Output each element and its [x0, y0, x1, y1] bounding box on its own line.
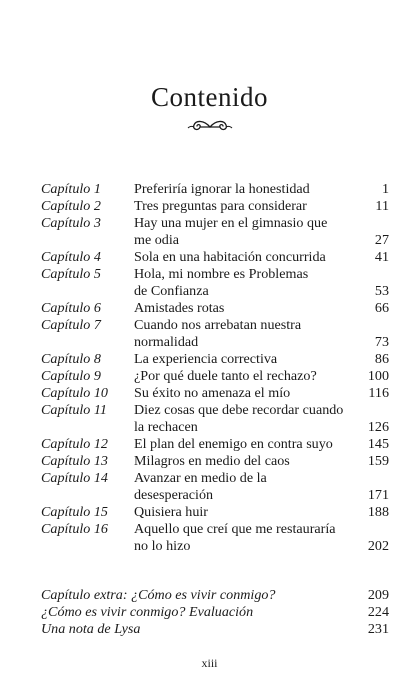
chapter-title-line: Aquello que creí que me restauraría: [134, 521, 336, 537]
page-number: xiii: [201, 656, 218, 670]
chapter-page-number: 66: [374, 300, 389, 316]
chapter-title-line: de Confianza: [134, 283, 209, 299]
chapter-label: Capítulo 14: [41, 470, 108, 486]
chapter-title: [134, 181, 355, 198]
chapter-label: Capítulo 1: [41, 181, 101, 197]
chapter-page-number: 188: [367, 504, 389, 520]
toc-entry: [41, 351, 389, 368]
extra-entries: [41, 587, 389, 638]
chapter-title-line: Hay una mujer en el gimnasio que: [134, 215, 328, 231]
toc-entry: [41, 317, 389, 351]
chapter-page-number: 41: [374, 249, 389, 265]
toc-entry: [41, 215, 389, 249]
chapter-page-number: 73: [374, 334, 389, 350]
chapter-title-line: Cuando nos arrebatan nuestra: [134, 317, 302, 333]
chapter-title: [134, 215, 355, 249]
toc-entry: [41, 266, 389, 300]
chapter-title: [134, 521, 355, 555]
toc-entry: [41, 470, 389, 504]
extra-entry-page-number: 224: [367, 604, 389, 620]
chapter-page-number: 116: [368, 385, 389, 401]
chapter-title-line: Sola en una habitación concurrida: [134, 249, 326, 265]
chapter-page-number: 53: [374, 283, 389, 299]
extra-entry-page-number: 209: [367, 587, 389, 603]
chapter-label: Capítulo 7: [41, 317, 101, 333]
chapter-title: [134, 317, 355, 351]
chapter-title-line: La experiencia correctiva: [134, 351, 278, 367]
chapter-page-number: 100: [367, 368, 389, 384]
chapter-page-number: 171: [367, 487, 389, 503]
chapter-title-line: Amistades rotas: [134, 300, 225, 316]
chapter-title: [134, 385, 355, 402]
chapter-title: [134, 436, 355, 453]
chapter-label: Capítulo 11: [41, 402, 107, 418]
chapter-title-line: Diez cosas que debe recordar cuando: [134, 402, 344, 418]
toc-entry: [41, 300, 389, 317]
chapter-title-line: ¿Por qué duele tanto el rechazo?: [134, 368, 317, 384]
extra-entry-title: ¿Cómo es vivir conmigo? Evaluación: [41, 604, 254, 620]
chapter-title: [134, 470, 355, 504]
toc-entry: [41, 181, 389, 198]
chapter-page-number: 86: [374, 351, 389, 367]
chapter-title-line: normalidad: [134, 334, 199, 350]
table-of-contents: [41, 181, 389, 555]
extra-entry: [41, 621, 389, 638]
chapter-title-line: la rechacen: [134, 419, 198, 435]
chapter-label: Capítulo 13: [41, 453, 108, 469]
chapter-label: Capítulo 5: [41, 266, 101, 282]
chapter-label: Capítulo 12: [41, 436, 108, 452]
chapter-title-line: Quisiera huir: [134, 504, 208, 520]
chapter-title-line: Preferiría ignorar la honestidad: [134, 181, 310, 197]
chapter-title-line: Tres preguntas para considerar: [134, 198, 307, 214]
toc-entry: [41, 385, 389, 402]
chapter-title-line: Su éxito no amenaza el mío: [134, 385, 291, 401]
toc-entry: [41, 198, 389, 215]
flourish-ornament-icon: [186, 118, 234, 136]
chapter-label: Capítulo 15: [41, 504, 108, 520]
chapter-title: [134, 249, 355, 266]
chapter-page-number: 202: [367, 538, 389, 554]
toc-entry: [41, 436, 389, 453]
extra-entry: [41, 604, 389, 621]
chapter-title: [134, 198, 355, 215]
chapter-title: [134, 351, 355, 368]
chapter-page-number: 11: [375, 198, 389, 214]
chapter-title-line: desesperación: [134, 487, 214, 503]
chapter-title: [134, 402, 355, 436]
chapter-label: Capítulo 10: [41, 385, 108, 401]
chapter-page-number: 126: [367, 419, 389, 435]
toc-entry: [41, 504, 389, 521]
chapter-title: [134, 453, 355, 470]
chapter-title-line: me odia: [134, 232, 180, 248]
chapter-title-line: Avanzar en medio de la: [134, 470, 267, 486]
chapter-label: Capítulo 3: [41, 215, 101, 231]
chapter-title: [134, 266, 355, 300]
chapter-title: [134, 504, 355, 521]
extra-entry-title: Capítulo extra: ¿Cómo es vivir conmigo?: [41, 587, 276, 603]
chapter-page-number: 159: [367, 453, 389, 469]
chapter-title-line: Milagros en medio del caos: [134, 453, 290, 469]
toc-entry: [41, 402, 389, 436]
chapter-label: Capítulo 2: [41, 198, 101, 214]
toc-entry: [41, 368, 389, 385]
extra-entry: [41, 587, 389, 604]
chapter-label: Capítulo 9: [41, 368, 101, 384]
chapter-label: Capítulo 16: [41, 521, 108, 537]
chapter-label: Capítulo 6: [41, 300, 101, 316]
chapter-label: Capítulo 8: [41, 351, 101, 367]
extra-entry-page-number: 231: [367, 621, 389, 637]
chapter-label: Capítulo 4: [41, 249, 101, 265]
chapter-title-line: no lo hizo: [134, 538, 191, 554]
chapter-title-line: El plan del enemigo en contra suyo: [134, 436, 333, 452]
extra-entry-title: Una nota de Lysa: [41, 621, 141, 637]
toc-entry: [41, 249, 389, 266]
page-title: Contenido: [151, 82, 268, 112]
chapter-page-number: 27: [374, 232, 389, 248]
chapter-page-number: 145: [367, 436, 389, 452]
chapter-title: [134, 368, 355, 385]
chapter-title-line: Hola, mi nombre es Problemas: [134, 266, 309, 282]
chapter-title: [134, 300, 355, 317]
chapter-page-number: 1: [381, 181, 389, 197]
toc-entry: [41, 453, 389, 470]
toc-entry: [41, 521, 389, 555]
